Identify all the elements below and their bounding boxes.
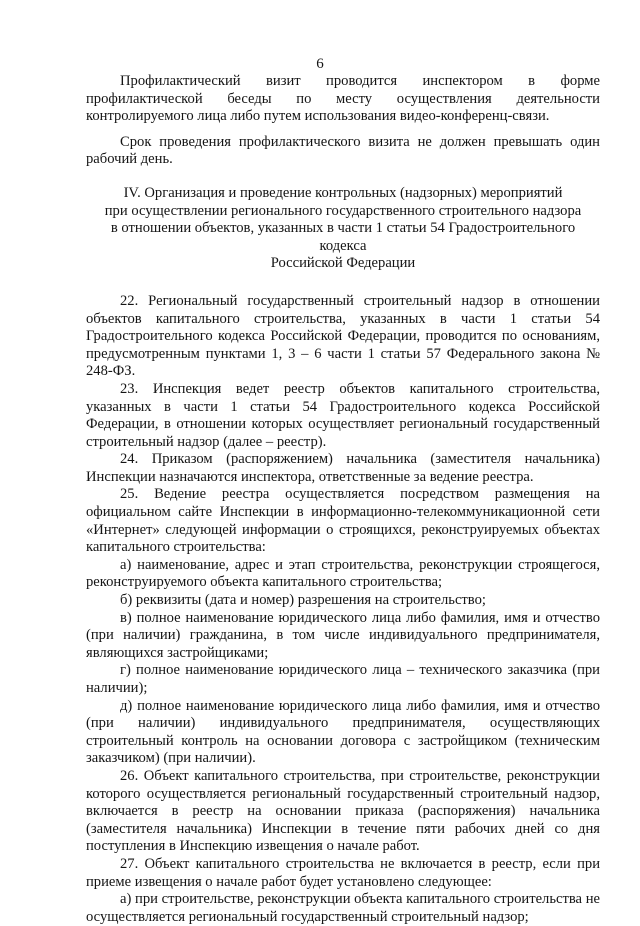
section-heading-line-1: IV. Организация и проведение контрольных (надзорных) мероприятий xyxy=(123,184,563,201)
intro-paragraph-1: Профилактический визит проводится инспектором в форме профилактической беседы по месту осуществления деятельности контролируемого лица либо путем использования видео-конференц-связи. xyxy=(86,73,600,125)
section-heading xyxy=(86,185,600,273)
paragraph-27-a: а) при строительстве, реконструкции объекта капитального строительства не осуществляется региональный государственный строительный надзор; xyxy=(86,891,600,925)
paragraph-25-d: д) полное наименование юридического лица либо фамилия, имя и отчество (при наличии) индивидуального предпринимателя, осуществляющих строительный контроль на основании договора с застройщиком (техническим заказчиком) (при наличии). xyxy=(86,697,600,767)
document-body xyxy=(86,73,600,926)
paragraph-27: 27. Объект капитального строительства не включается в реестр, если при приеме извещения о начале работ будет установлено следующее: xyxy=(86,855,600,890)
paragraph-25: 25. Ведение реестра осуществляется посредством размещения на официальном сайте Инспекции в информационно-телекоммуникационной сети «Интернет» следующей информации о строящихся, реконструируемых объектах капитального строительства: xyxy=(86,486,600,556)
paragraph-24: 24. Приказом (распоряжением) начальника (заместителя начальника) Инспекции назначаются инспектора, ответственные за ведение реестра. xyxy=(86,451,600,485)
page-number: 6 xyxy=(316,56,324,72)
section-heading-line-3: в отношении объектов, указанных в части 1 статьи 54 Градостроительного кодекса xyxy=(110,220,576,254)
section-heading-line-4: Российской Федерации xyxy=(270,255,416,272)
paragraph-22: 22. Региональный государственный строительный надзор в отношении объектов капитального строительства, указанных в части 1 статьи 54 Градостроительного кодекса Российской Федерации, проводится по основаниям, предусмотренным пунктами 1, 3 – 6 части 1 статьи 57 Федерального закона № 248-ФЗ. xyxy=(86,292,600,380)
paragraph-25-b: б) реквизиты (дата и номер) разрешения на строительство; xyxy=(120,592,486,609)
paragraph-25-v: в) полное наименование юридического лица либо фамилия, имя и отчество (при наличии) гражданина, в том числе индивидуального предпринимателя, являющихся застройщиками; xyxy=(86,609,600,661)
paragraph-23: 23. Инспекция ведет реестр объектов капитального строительства, указанных в части 1 статьи 54 Градостроительного кодекса Российской Федерации, в отношении которых осуществляет региональный государственный строительный надзор (далее – реестр). xyxy=(86,380,600,450)
paragraph-26: 26. Объект капитального строительства, при строительстве, реконструкции которого осуществляется региональный государственный строительный надзор, включается в реестр на основании приказа (распоряжения) начальника (заместителя начальника) Инспекции в течение пяти рабочих дней со дня поступления в Инспекцию извещения о начале работ. xyxy=(86,767,600,855)
intro-paragraph-2: Срок проведения профилактического визита не должен превышать один рабочий день. xyxy=(86,133,600,168)
section-heading-line-2: при осуществлении регионального государственного строительного надзора xyxy=(104,202,582,219)
paragraph-25-a: а) наименование, адрес и этап строительства, реконструкции строящегося, реконструируемого объекта капитального строительства; xyxy=(86,556,600,591)
paragraph-25-g: г) полное наименование юридического лица – технического заказчика (при наличии); xyxy=(86,662,600,696)
